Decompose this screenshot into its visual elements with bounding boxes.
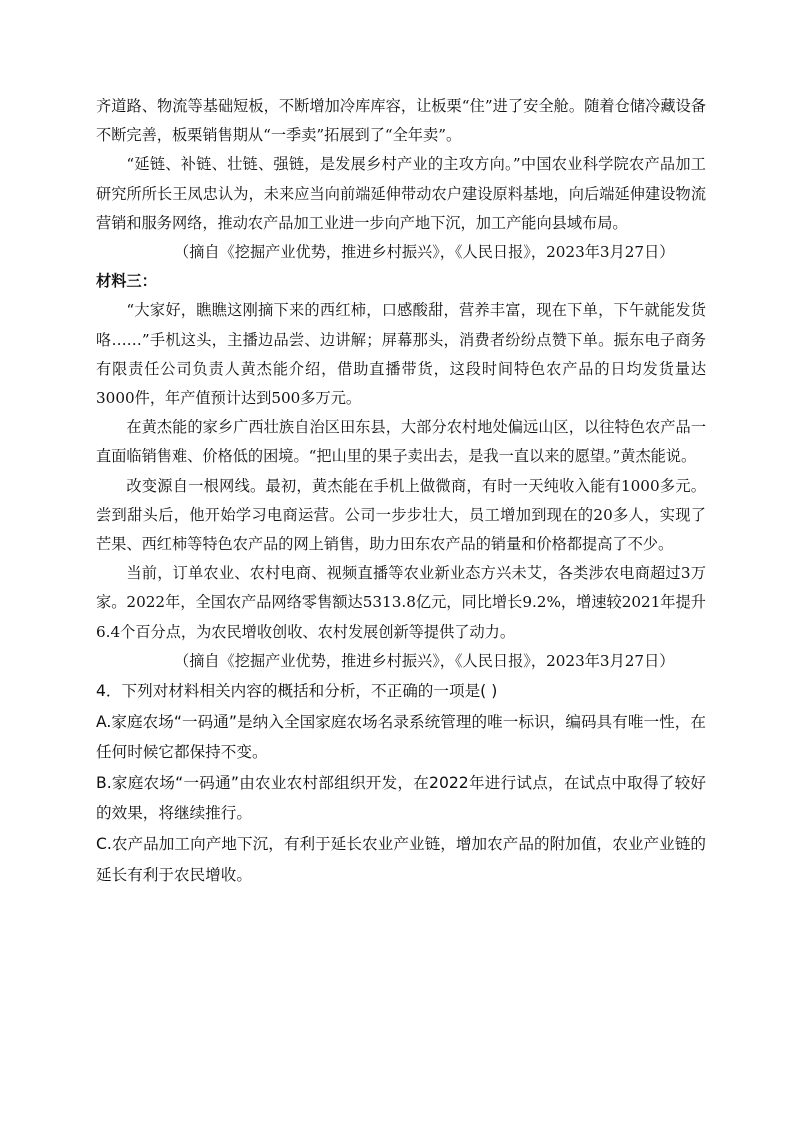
question-4-option-b: B.家庭农场“一码通”由农业农村部组织开发，在2022年进行试点，在试点中取得了较好的效果，将继续推行。 [96,773,706,823]
material3-paragraph-3: 改变源自一根网线。最初，黄杰能在手机上做微商，有时一天纯收入能有1000多元。尝到甜头后，他开始学习电商运营。公司一步步壮大，员工增加到现在的20多人，实现了芒果、西红柿等特色农产品的网上销售，助力田东农产品的销量和价格都提高了不少。 [96,476,706,554]
material2-source: （摘自《挖掘产业优势，推进乡村振兴》，《人民日报》，2023年3月27日） [174,243,675,262]
material3-source: （摘自《挖掘产业优势，推进乡村振兴》，《人民日报》，2023年3月27日） [174,651,675,670]
material3-paragraph-2: 在黄杰能的家乡广西壮族自治区田东县，大部分农村地处偏远山区，以往特色农产品一直面临销售难、价格低的困境。“把山里的果子卖出去，是我一直以来的愿望。”黄杰能说。 [96,418,706,466]
material3-paragraph-1: “大家好，瞧瞧这刚摘下来的西红柿，口感酸甜，营养丰富，现在下单，下午就能发货咯……”手机这头，主播边品尝、边讲解；屏幕那头，消费者纷纷点赞下单。振东电子商务有限责任公司负责人黄杰能介绍，借助直播带货，这段时间特色农产品的日均发货量达3000件，年产值预计达到500多万元。 [96,301,706,408]
question-4-stem: 4．下列对材料相关内容的概括和分析，不正确的一项是( ) [96,682,498,701]
material3-paragraph-4: 当前，订单农业、农村电商、视频直播等农业新业态方兴未艾，各类涉农电商超过3万家。2022年，全国农产品网络零售额达5313.8亿元，同比增长9.2%，增速较2021年提升6.4个百分点，为农民增收创收、农村发展创新等提供了动力。 [96,564,706,641]
question-4-option-c: C.农产品加工向产地下沉，有利于延长农业产业链，增加农产品的附加值，农业产业链的延长有利于农民增收。 [96,835,706,884]
material2-paragraph-quote: “延链、补链、壮链、强链，是发展乡村产业的主攻方向。”中国农业科学院农产品加工研究所所长王凤忠认为，未来应当向前端延伸带动农户建设原料基地，向后端延伸建设物流营销和服务网络，推动农产品加工业进一步向产地下沉，加工产能向县域布局。 [96,155,706,232]
material3-heading: 材料三： [96,272,157,291]
question-4-option-a: A.家庭农场“一码通”是纳入全国家庭农场名录系统管理的唯一标识，编码具有唯一性，在任何时候它都保持不变。 [96,712,706,762]
document-page [96,92,706,890]
material2-paragraph-cont: 齐道路、物流等基础短板，不断增加冷库库容，让板栗“住”进了安全舱。随着仓储冷藏设备不断完善，板栗销售期从“一季卖”拓展到了“全年卖”。 [96,97,706,145]
